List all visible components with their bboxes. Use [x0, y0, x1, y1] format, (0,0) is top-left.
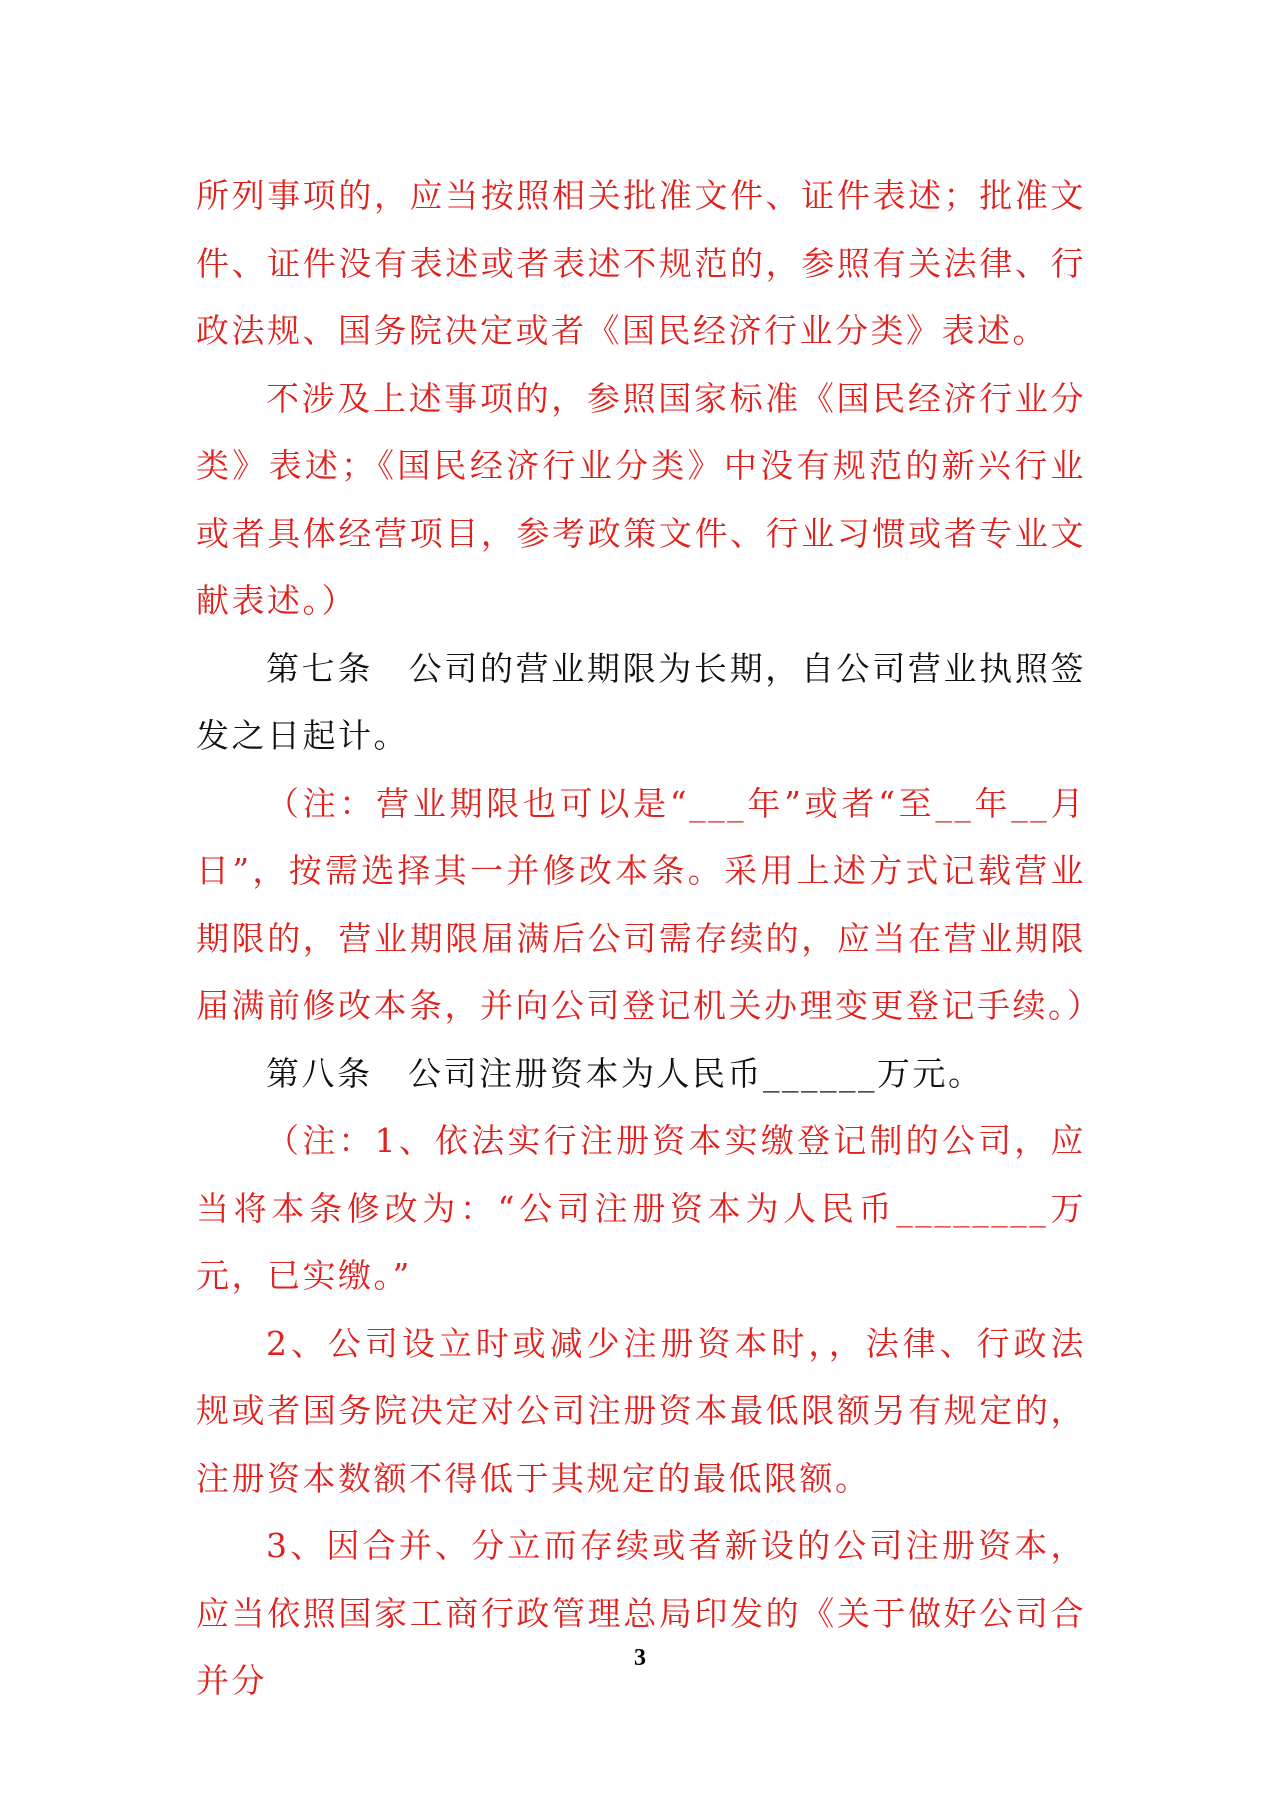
paragraph-text: （注：营业期限也可以是“___年”或者“至__年__月日”，按需选择其一并修改本条。采用上述方式记载营业期限的，营业期限届满后公司需存续的，应当在营业期限届满前修改本条，并向公司登记机关办理变更登记手续。）: [196, 783, 1103, 1025]
article-8: [196, 1040, 1086, 1108]
article-7-note: [196, 770, 1103, 1040]
page-number: 3: [634, 1645, 646, 1671]
paragraph-text: 2、公司设立时或减少注册资本时，，法律、行政法规或者国务院决定对公司注册资本最低限额另有规定的，注册资本数额不得低于其规定的最低限额。: [196, 1323, 1086, 1498]
article-8-note-3: [196, 1512, 1086, 1715]
paragraph-text: 所列事项的，应当按照相关批准文件、证件表述；批准文件、证件没有表述或者表述不规范的，参照有关法律、行政法规、国务院决定或者《国民经济行业分类》表述。: [196, 176, 1086, 350]
paragraph-text: 第七条 公司的营业期限为长期，自公司营业执照签发之日起计。: [196, 648, 1086, 755]
paragraph-business-scope-note-cont: [196, 162, 1086, 365]
article-7: [196, 635, 1086, 770]
article-8-note-2: [196, 1310, 1086, 1513]
paragraph-text: 3、因合并、分立而存续或者新设的公司注册资本，应当依照国家工商行政管理总局印发的《关于做好公司合并分: [196, 1526, 1086, 1700]
paragraph-text: 不涉及上述事项的，参照国家标准《国民经济行业分类》表述；《国民经济行业分类》中没有规范的新兴行业或者具体经营项目，参考政策文件、行业习惯或者专业文献表述。）: [196, 378, 1086, 620]
paragraph-text: （注：1、依法实行注册资本实缴登记制的公司，应当将本条修改为：“公司注册资本为人民币________万元，已实缴。”: [196, 1121, 1086, 1295]
paragraph-business-scope-note-standard: [196, 365, 1086, 635]
paragraph-text: 第八条 公司注册资本为人民币______万元。: [266, 1053, 984, 1093]
document-body: [196, 162, 1103, 1715]
article-8-note-1: [196, 1107, 1086, 1310]
